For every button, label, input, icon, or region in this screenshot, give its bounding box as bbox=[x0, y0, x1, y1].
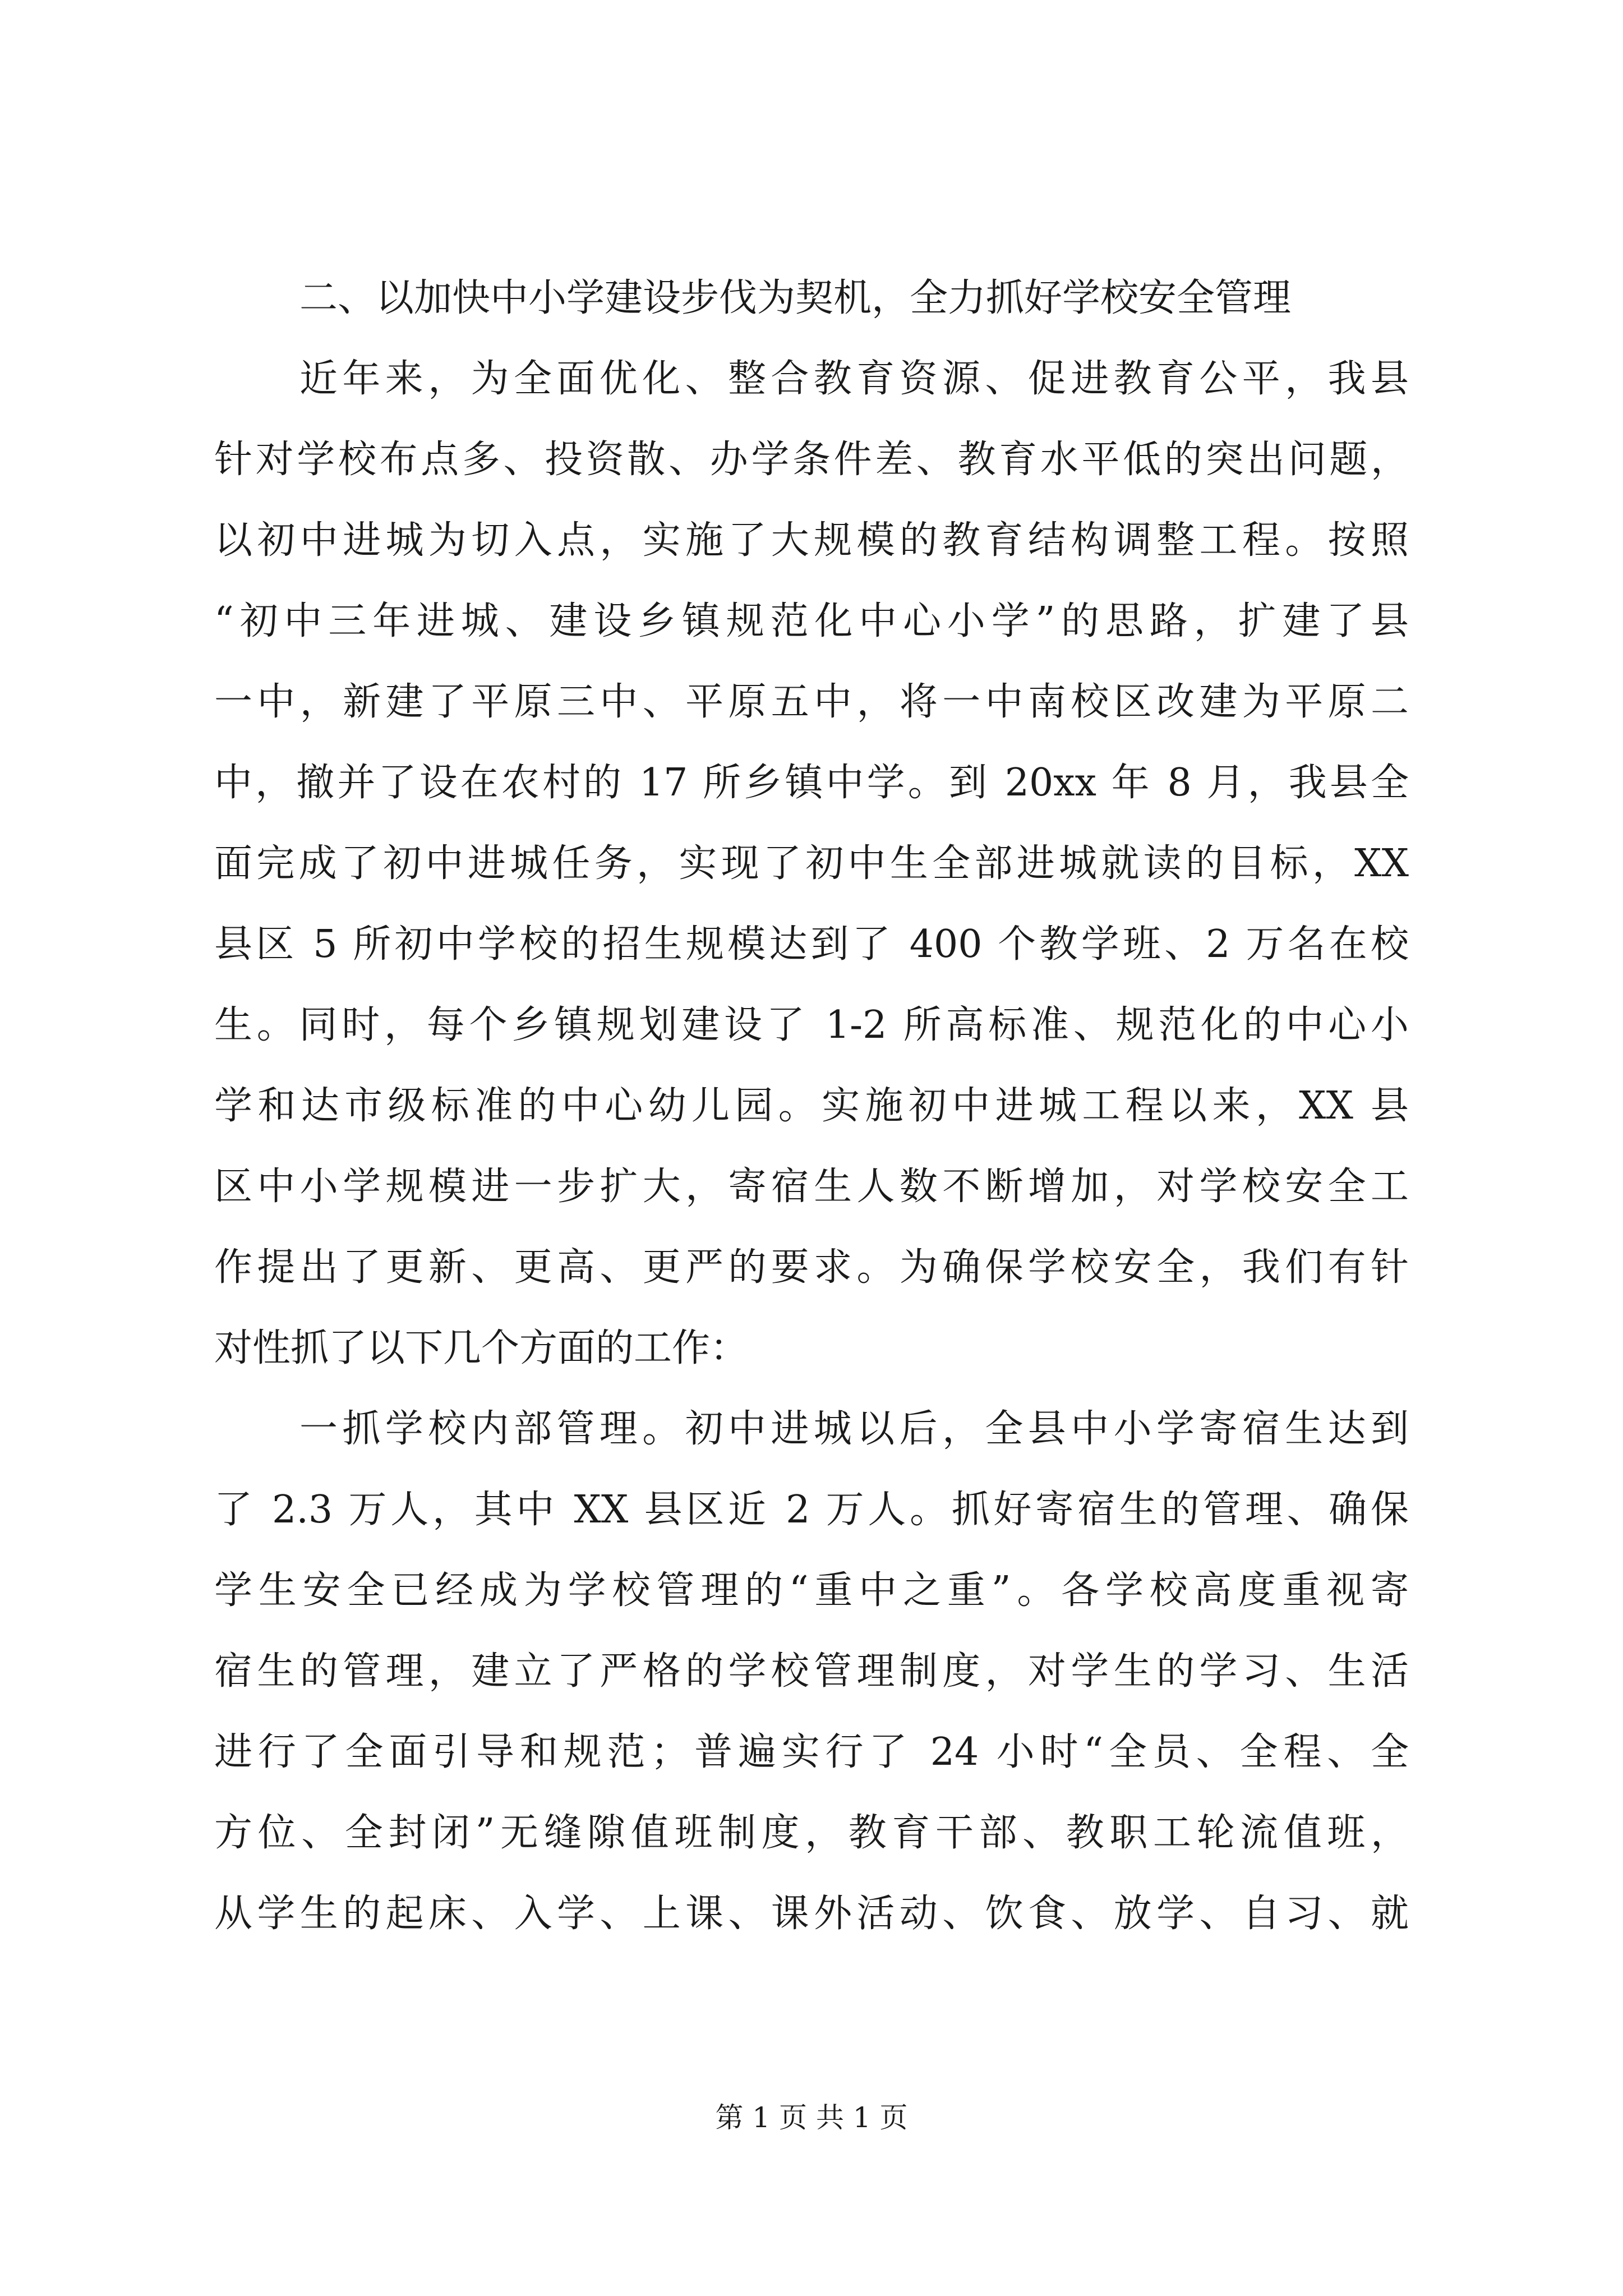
text-line: 生。同时，每个乡镇规划建设了 1-2 所高标准、规范化的中心小 bbox=[214, 1003, 1409, 1047]
text-line: 一中，新建了平原三中、平原五中，将一中南校区改建为平原二 bbox=[214, 680, 1409, 724]
text-line: 区中小学规模进一步扩大，寄宿生人数不断增加，对学校安全工 bbox=[214, 1165, 1409, 1209]
text-line: 进行了全面引导和规范；普遍实行了 24 小时“全员、全程、全 bbox=[214, 1730, 1409, 1774]
text-line: 近年来，为全面优化、整合教育资源、促进教育公平，我县 bbox=[299, 357, 1409, 401]
page-footer: 第 1 页 共 1 页 bbox=[715, 2101, 908, 2134]
text-line: 针对学校布点多、投资散、办学条件差、教育水平低的突出问题， bbox=[214, 438, 1409, 482]
text-line: 面完成了初中进城任务，实现了初中生全部进城就读的目标，XX bbox=[214, 841, 1409, 886]
text-line: 从学生的起床、入学、上课、课外活动、饮食、放学、自习、就 bbox=[214, 1892, 1409, 1936]
text-line: 县区 5 所初中学校的招生规模达到了 400 个教学班、2 万名在校 bbox=[214, 922, 1409, 967]
text-line: 以初中进城为切入点，实施了大规模的教育结构调整工程。按照 bbox=[214, 518, 1409, 563]
text-line: 了 2.3 万人，其中 XX 县区近 2 万人。抓好寄宿生的管理、确保 bbox=[214, 1488, 1409, 1532]
text-line: 作提出了更新、更高、更严的要求。为确保学校安全，我们有针 bbox=[214, 1245, 1409, 1290]
text-line: 学生安全已经成为学校管理的“重中之重”。各学校高度重视寄 bbox=[214, 1568, 1409, 1613]
text-line: 方位、全封闭”无缝隙值班制度，教育干部、教职工轮流值班， bbox=[214, 1811, 1409, 1855]
text-line: 一抓学校内部管理。初中进城以后，全县中小学寄宿生达到 bbox=[299, 1407, 1409, 1451]
text-line: 二、以加快中小学建设步伐为契机，全力抓好学校安全管理 bbox=[299, 276, 1292, 320]
text-line: 学和达市级标准的中心幼儿园。实施初中进城工程以来，XX 县 bbox=[214, 1084, 1409, 1128]
text-line: “初中三年进城、建设乡镇规范化中心小学”的思路，扩建了县 bbox=[214, 599, 1409, 643]
text-line: 对性抓了以下几个方面的工作： bbox=[214, 1326, 749, 1370]
text-line: 宿生的管理，建立了严格的学校管理制度，对学生的学习、生活 bbox=[214, 1649, 1409, 1694]
text-line: 中，撤并了设在农村的 17 所乡镇中学。到 20xx 年 8 月，我县全 bbox=[214, 761, 1409, 805]
document-body bbox=[214, 258, 1409, 1954]
